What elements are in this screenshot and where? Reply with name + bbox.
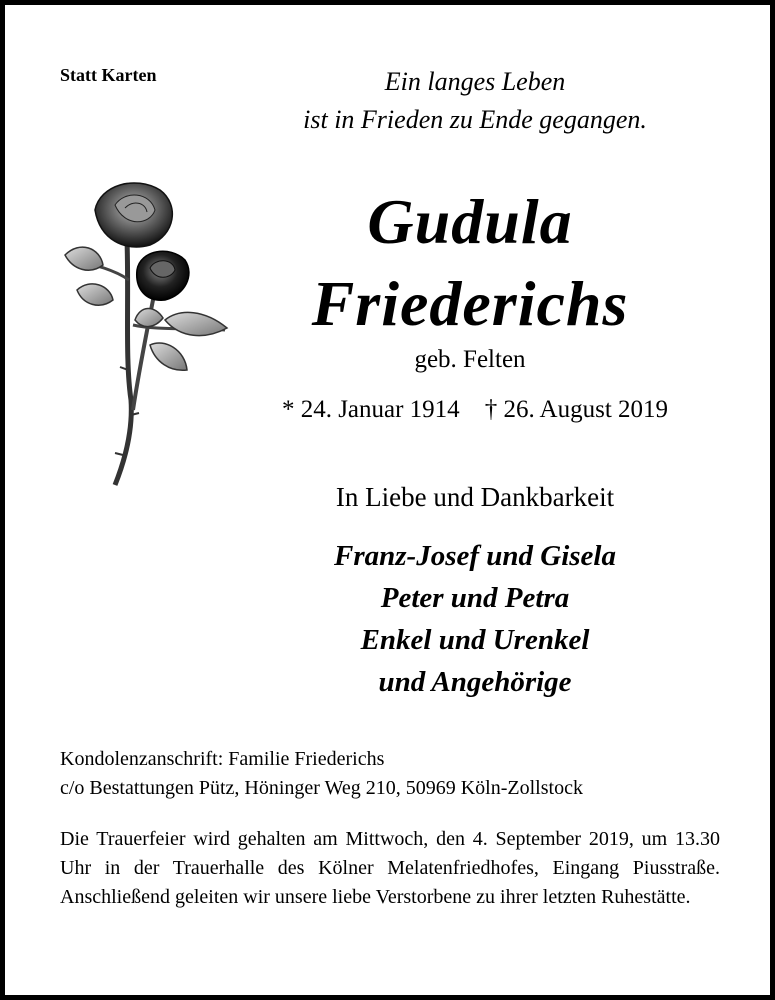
rose-icon [55,170,235,490]
last-name: Friederichs [311,268,629,339]
condolence-address [60,745,740,803]
mourner-entry: Franz-Josef und Gisela [334,540,616,572]
deceased-name [245,181,695,345]
motto-line-1: Ein langes Leben [384,67,566,96]
motto [265,63,685,139]
first-name: Gudula [367,186,573,257]
condolence-line-2: c/o Bestattungen Pütz, Höninger Weg 210, 50969 Köln-Zollstock [60,777,583,799]
death-date: † 26. August 2019 [484,396,669,423]
motto-line-2: ist in Frieden zu Ende gegangen. [303,105,647,134]
condolence-line-1: Kondolenzanschrift: Familie Friederichs [60,748,385,770]
birth-date: * 24. Januar 1914 [281,396,460,423]
mourners-list [255,535,695,703]
mourner-entry: Peter und Petra [380,582,570,614]
funeral-info: Die Trauerfeier wird gehalten am Mittwoch, den 4. September 2019, um 13.30 Uhr in der Trauerhalle des Kölner Melatenfriedhofes, Eingang Piusstraße. Anschließend geleiten wir unsere liebe Verstorbene zu ihrer letzten Ruhestätte. [60,828,720,908]
birth-name: geb. Felten [414,346,526,373]
life-dates [255,396,695,424]
mourner-entry: Enkel und Urenkel [360,624,590,656]
mourner-entry: und Angehörige [378,666,572,698]
statt-karten-label: Statt Karten [60,65,157,85]
mourners-intro: In Liebe und Dankbarkeit [335,482,615,512]
